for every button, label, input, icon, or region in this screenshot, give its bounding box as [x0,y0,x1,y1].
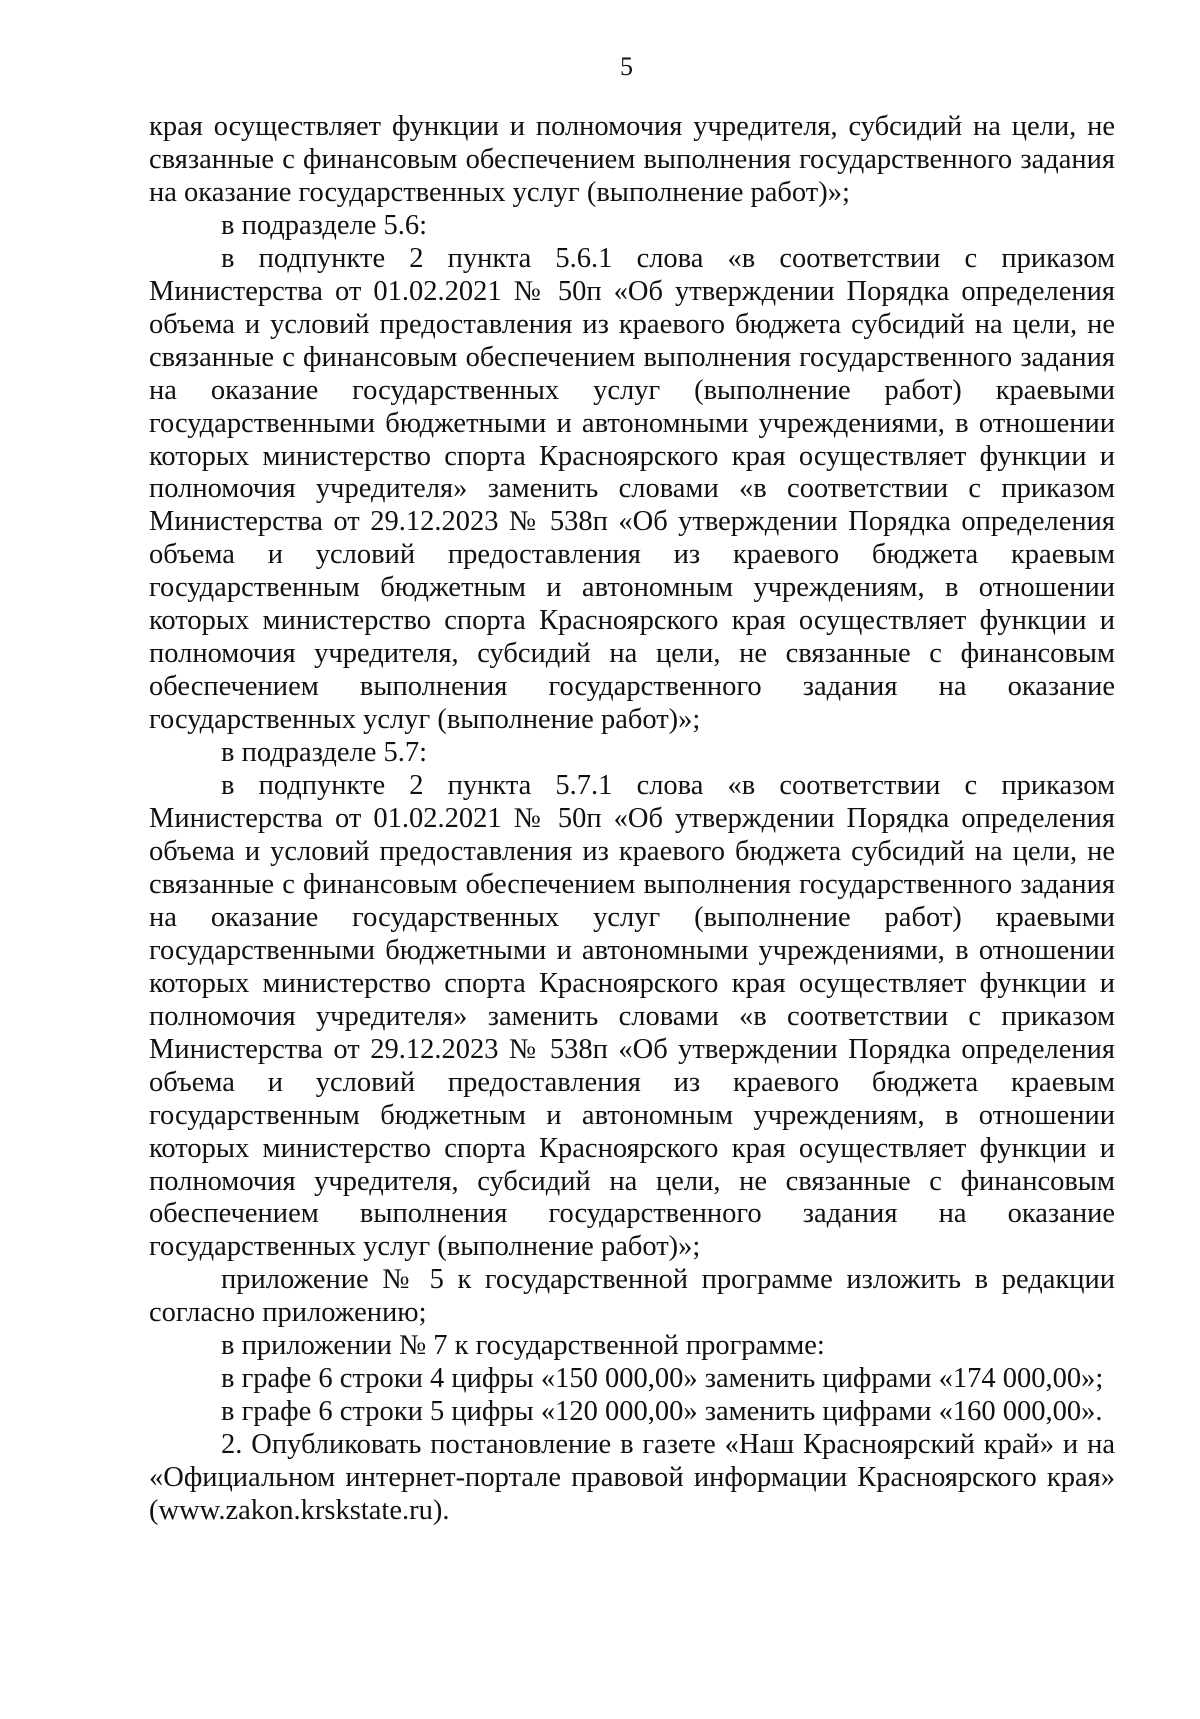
paragraph: 2. Опубликовать постановление в газете «Наш Красноярский край» и на «Официальном интернет-портале правовой информации Красноярского края» (www.zakon.krskstate.ru). [149,1429,1115,1527]
paragraph: края осуществляет функции и полномочия учредителя, субсидий на цели, не связанные с финансовым обеспечением выполнения государственного задания на оказание государственных услуг (выполнение работ)»; [149,111,1115,208]
paragraph: в подразделе 5.7: [221,737,428,769]
paragraph: в подпункте 2 пункта 5.7.1 слова «в соответствии с приказом Министерства от 01.02.2021 № 50п «Об утверждении Порядка определения объема и условий предоставления из краевого бюджета субсидий на цели, не связанные с финансовым обеспечением выполнения государственного задания на оказание государственных услуг (выполнение работ) краевыми государственными бюджетными и автономными учреждениями, в отношении которых министерство спорта Красноярского края осуществляет функции и полномочия учредителя» заменить словами «в соответствии с приказом Министерства от 29.12.2023 № 538п «Об утверждении Порядка определения объема и условий предоставления из краевого бюджета краевым государственным бюджетным и автономным учреждениям, в отношении которых министерство спорта Красноярского края осуществляет функции и полномочия учредителя, субсидий на цели, не связанные с финансовым обеспечением выполнения государственного задания на оказание государственных услуг (выполнение работ)»; [149,770,1115,1263]
paragraph: в графе 6 строки 4 цифры «150 000,00» заменить цифрами «174 000,00»; [221,1363,1104,1395]
paragraph: в приложении № 7 к государственной программе: [221,1330,825,1362]
paragraph: в подпункте 2 пункта 5.6.1 слова «в соответствии с приказом Министерства от 01.02.2021 № 50п «Об утверждении Порядка определения объема и условий предоставления из краевого бюджета субсидий на цели, не связанные с финансовым обеспечением выполнения государственного задания на оказание государственных услуг (выполнение работ) краевыми государственными бюджетными и автономными учреждениями, в отношении которых министерство спорта Красноярского края осуществляет функции и полномочия учредителя» заменить словами «в соответствии с приказом Министерства от 29.12.2023 № 538п «Об утверждении Порядка определения объема и условий предоставления из краевого бюджета краевым государственным бюджетным и автономным учреждениям, в отношении которых министерство спорта Красноярского края осуществляет функции и полномочия учредителя, субсидий на цели, не связанные с финансовым обеспечением выполнения государственного задания на оказание государственных услуг (выполнение работ)»; [149,242,1115,736]
paragraph: в подразделе 5.6: [221,209,428,241]
page-number: 5 [620,52,633,81]
paragraph: в графе 6 строки 5 цифры «120 000,00» заменить цифрами «160 000,00». [221,1396,1103,1428]
document-body [149,111,1115,1528]
paragraph: приложение № 5 к государственной программе изложить в редакции согласно приложению; [149,1264,1115,1329]
